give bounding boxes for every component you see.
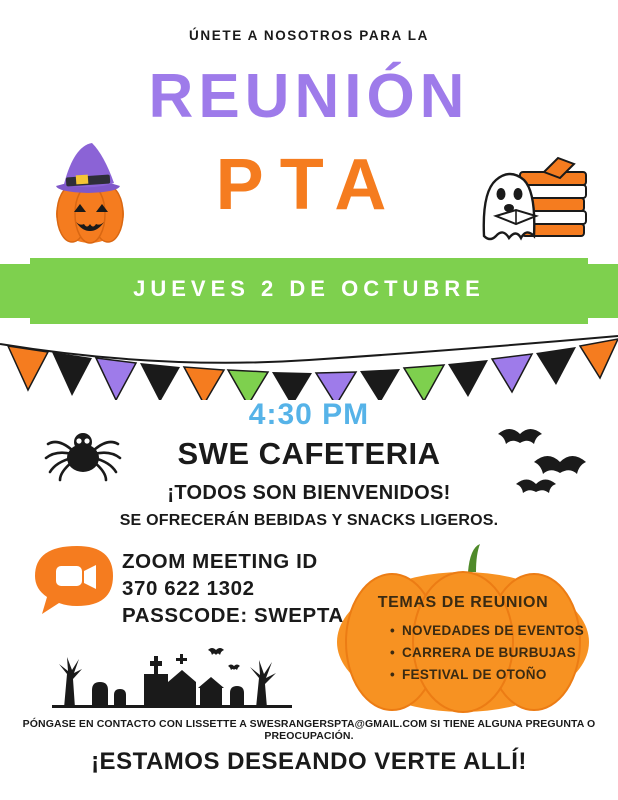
page-title-pta: PTA <box>215 145 403 225</box>
bunting-flags-icon <box>0 330 618 400</box>
zoom-meeting-id-value: 370 622 1302 <box>122 577 255 600</box>
refreshments-note: SE OFRECERÁN BEBIDAS Y SNACKS LIGEROS. <box>119 512 499 529</box>
contact-note: PÓNGASE EN CONTACTO CON LISSETTE A SWESRANGERSPTA@GMAIL.COM SI TIENE ALGUNA PREGUNTA O PREOCUPACIÓN. <box>22 718 596 742</box>
list-item: • CARRERA DE BURBUJAS <box>390 642 594 664</box>
join-us-line: ÚNETE A NOSOTROS PARA LA <box>189 28 429 43</box>
list-item: • FESTIVAL DE OTOÑO <box>390 664 594 686</box>
topics-title: TEMAS DE REUNION <box>377 594 549 611</box>
event-time: 4:30 PM <box>248 398 370 431</box>
zoom-details <box>122 548 352 629</box>
zoom-meeting-id-label: ZOOM MEETING ID <box>122 550 318 573</box>
event-date: JUEVES 2 DE OCTUBRE <box>133 276 485 301</box>
zoom-passcode: PASSCODE: SWEPTA <box>122 604 344 627</box>
welcome-note: ¡TODOS SON BIENVENIDOS! <box>167 482 451 504</box>
zoom-video-icon <box>34 542 120 622</box>
closing-line: ¡ESTAMOS DESEANDO VERTE ALLÍ! <box>91 748 527 775</box>
list-item: • NOVEDADES DE EVENTOS <box>390 620 594 642</box>
jack-o-lantern-witch-hat-icon <box>36 138 144 248</box>
page-title-reunion: REUNIÓN <box>148 62 470 131</box>
cemetery-silhouette-icon <box>52 636 292 708</box>
event-location: SWE CAFETERIA <box>177 436 441 471</box>
ghost-reading-books-icon <box>474 130 596 250</box>
topics-list <box>332 620 594 686</box>
